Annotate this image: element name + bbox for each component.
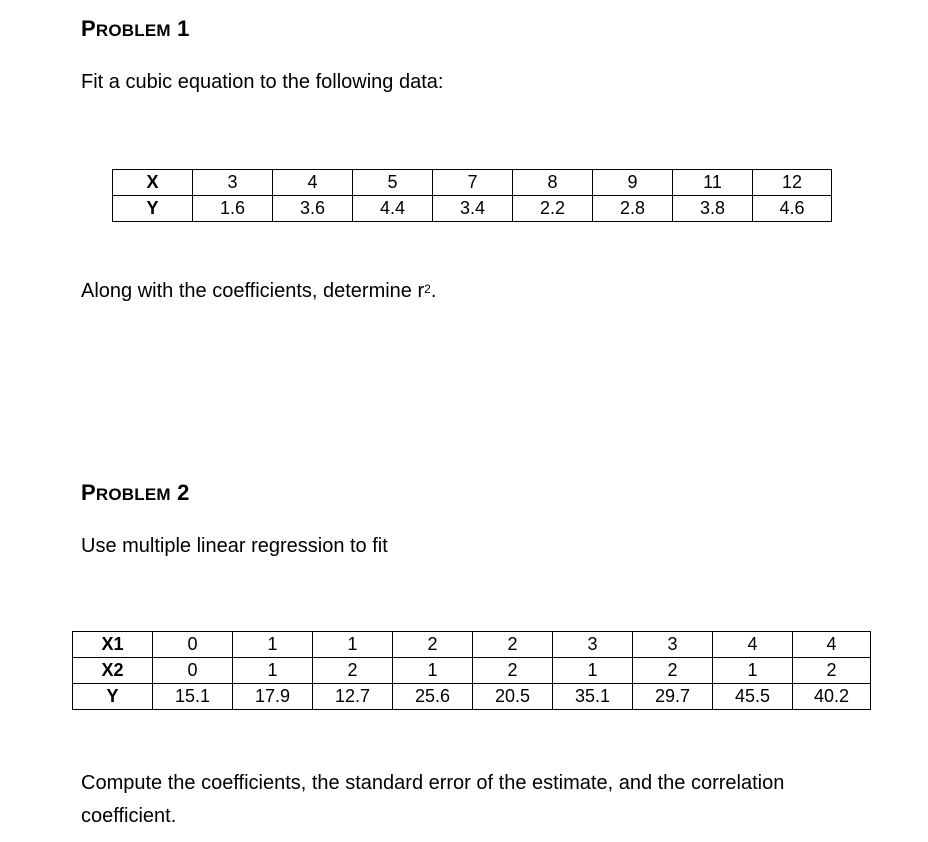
heading-smallcaps: ROBLEM	[95, 485, 171, 504]
heading-smallcaps: ROBLEM	[95, 21, 171, 40]
table-cell: 3.6	[273, 196, 353, 222]
table-cell: 4	[793, 632, 871, 658]
table-cell: 2.8	[593, 196, 673, 222]
table-cell: 11	[673, 170, 753, 196]
row-header: X2	[73, 658, 153, 684]
heading-initial: P	[81, 16, 96, 41]
regression-data-table	[72, 631, 871, 710]
problem-2-intro: Use multiple linear regression to fit	[81, 535, 388, 557]
problem-2-followup: Compute the coefficients, the standard error of the estimate, and the correlation coefficient.	[81, 772, 785, 827]
table-cell: 25.6	[393, 684, 473, 710]
table-cell: 1	[713, 658, 793, 684]
table-cell: 9	[593, 170, 673, 196]
table-cell: 1	[393, 658, 473, 684]
table-cell: 4	[273, 170, 353, 196]
table-cell: 0	[153, 632, 233, 658]
table-cell: 2	[473, 632, 553, 658]
table-cell: 4.6	[753, 196, 832, 222]
followup-text: Along with the coefficients, determine r	[81, 280, 425, 302]
table-cell: 2	[793, 658, 871, 684]
row-header: Y	[73, 684, 153, 710]
table-cell: 3	[193, 170, 273, 196]
table-cell: 15.1	[153, 684, 233, 710]
table-cell: 17.9	[233, 684, 313, 710]
table-cell: 3.8	[673, 196, 753, 222]
row-header: Y	[113, 196, 193, 222]
table-cell: 4.4	[353, 196, 433, 222]
table-cell: 2	[473, 658, 553, 684]
table-cell: 35.1	[553, 684, 633, 710]
table-cell: 1	[553, 658, 633, 684]
table-cell: 7	[433, 170, 513, 196]
r-squared-superscript: 2	[424, 282, 431, 296]
table-cell: 29.7	[633, 684, 713, 710]
problem-1-heading	[81, 16, 190, 42]
problem-1-followup	[81, 275, 436, 308]
table-row	[73, 632, 871, 658]
cubic-data-table	[112, 169, 832, 222]
table-cell: 1	[313, 632, 393, 658]
table-cell: 1	[233, 658, 313, 684]
heading-initial: P	[81, 480, 96, 505]
table-cell: 3	[553, 632, 633, 658]
table-cell: 2	[393, 632, 473, 658]
table-cell: 1	[233, 632, 313, 658]
table-cell: 12.7	[313, 684, 393, 710]
table-cell: 0	[153, 658, 233, 684]
table-cell: 3	[633, 632, 713, 658]
table-cell: 45.5	[713, 684, 793, 710]
row-header: X1	[73, 632, 153, 658]
table-cell: 2.2	[513, 196, 593, 222]
heading-number: 1	[177, 16, 190, 41]
table-cell: 4	[713, 632, 793, 658]
table-cell: 1.6	[193, 196, 273, 222]
table-cell: 3.4	[433, 196, 513, 222]
table-row	[73, 684, 871, 710]
table-row	[113, 170, 832, 196]
table-cell: 5	[353, 170, 433, 196]
problem-2-heading	[81, 480, 190, 506]
table-cell: 8	[513, 170, 593, 196]
row-header: X	[113, 170, 193, 196]
problem-1-intro: Fit a cubic equation to the following data:	[81, 71, 444, 93]
table-cell: 2	[313, 658, 393, 684]
table-cell: 12	[753, 170, 832, 196]
followup-period: .	[430, 280, 437, 302]
table-row	[113, 196, 832, 222]
table-cell: 2	[633, 658, 713, 684]
table-cell: 20.5	[473, 684, 553, 710]
table-row	[73, 658, 871, 684]
table-cell: 40.2	[793, 684, 871, 710]
heading-number: 2	[177, 480, 190, 505]
